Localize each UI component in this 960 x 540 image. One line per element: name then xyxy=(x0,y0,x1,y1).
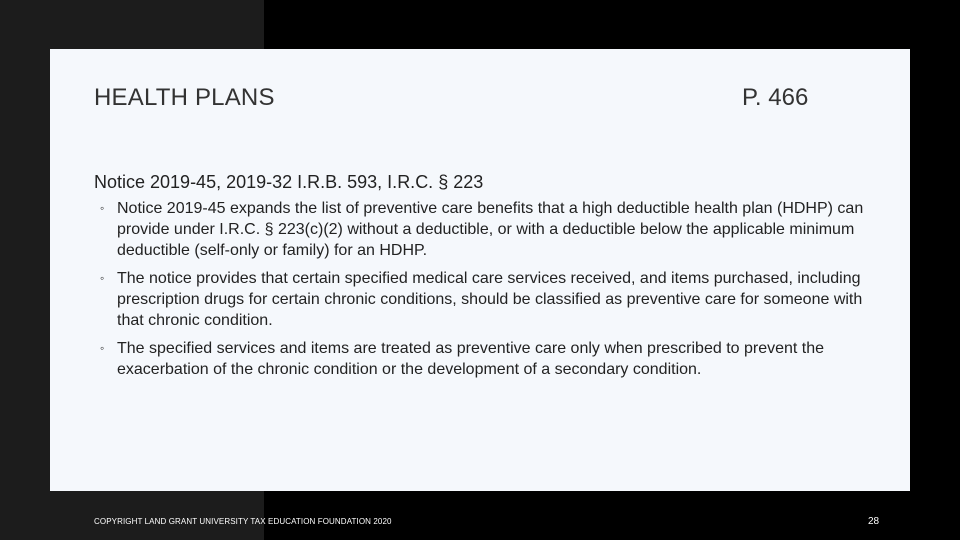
bullet-marker: ◦ xyxy=(100,341,105,355)
bullet-text: The notice provides that certain specified medical care services received, and items purchased, including prescription drugs for certain chronic conditions, should be classified as preventive care for someone with that chronic condition. xyxy=(117,270,863,329)
bullet-list xyxy=(100,198,890,387)
footer-copyright: COPYRIGHT LAND GRANT UNIVERSITY TAX EDUCATION FOUNDATION 2020 xyxy=(94,517,392,526)
bullet-text: The specified services and items are treated as preventive care only when prescribed to prevent the exacerbation of the chronic condition or the development of a secondary condition. xyxy=(117,340,825,378)
slide-title: HEALTH PLANS xyxy=(94,84,275,111)
notice-heading: Notice 2019-45, 2019-32 I.R.B. 593, I.R.C. § 223 xyxy=(94,172,484,192)
list-item xyxy=(100,338,890,380)
bullet-text: Notice 2019-45 expands the list of preventive care benefits that a high deductible health plan (HDHP) can provide under I.R.C. § 223(c)(2) without a deductible, or with a deductible below the applicable minimum deductible (self-only or family) for an HDHP. xyxy=(117,200,864,259)
footer-page-number: 28 xyxy=(868,516,880,527)
bullet-marker: ◦ xyxy=(100,271,105,285)
page-reference: P. 466 xyxy=(742,84,809,111)
list-item xyxy=(100,198,890,261)
list-item xyxy=(100,268,890,331)
bullet-marker: ◦ xyxy=(100,201,105,215)
